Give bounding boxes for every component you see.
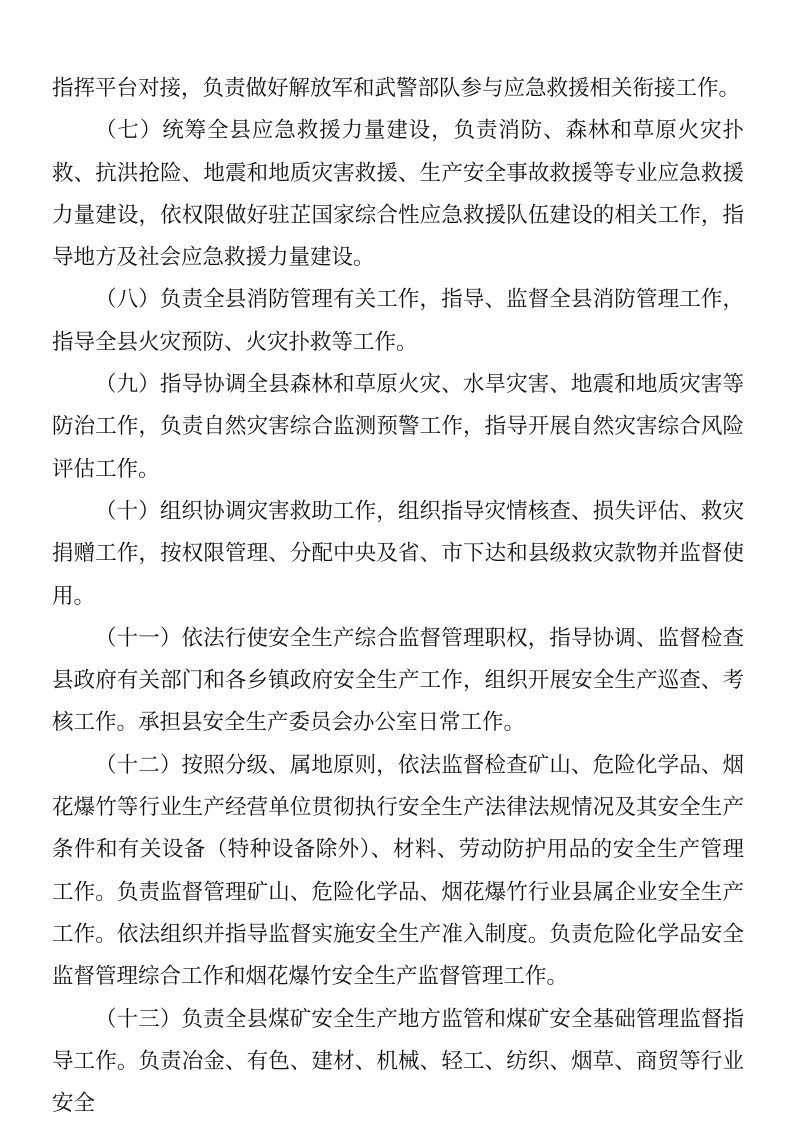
paragraph-item-12: （十二）按照分级、属地原则，依法监督检查矿山、危险化学品、烟花爆竹等行业生产经营单位贯彻执行安全生产法律法规情况及其安全生产条件和有关设备（特种设备除外）、材料、劳动防护用品的安全生产管理工作。负责监督管理矿山、危险化学品、烟花爆竹行业县属企业安全生产工作。依法组织并指导监督实施安全生产准入制度。负责危险化学品安全监督管理综合工作和烟花爆竹安全生产监督管理工作。 — [52, 752, 744, 990]
paragraph-item-9: （九）指导协调全县森林和草原火灾、水旱灾害、地震和地质灾害等防治工作，负责自然灾害综合监测预警工作，指导开展自然灾害综合风险评估工作。 — [52, 372, 744, 482]
paragraph-item-10: （十）组织协调灾害救助工作，组织指导灾情核查、损失评估、救灾捐赠工作，按权限管理、分配中央及省、市下达和县级救灾款物并监督使用。 — [52, 498, 744, 609]
document-body — [52, 68, 744, 1125]
paragraph-item-8: （八）负责全县消防管理有关工作，指导、监督全县消防管理工作，指导全县火灾预防、火灾扑救等工作。 — [52, 287, 744, 355]
paragraph-item-7: （七）统筹全县应急救援力量建设，负责消防、森林和草原火灾扑救、抗洪抢险、地震和地质灾害救援、生产安全事故救援等专业应急救援力量建设，依权限做好驻芷国家综合性应急救援队伍建设的相关工作，指导地方及社会应急救援力量建设。 — [52, 118, 744, 271]
paragraph-continuation: 指挥平台对接，负责做好解放军和武警部队参与应急救援相关衔接工作。 — [52, 76, 741, 101]
paragraph-item-13: （十三）负责全县煤矿安全生产地方监管和煤矿安全基础管理监督指导工作。负责冶金、有色、建材、机械、轻工、纺织、烟草、商贸等行业安全 — [52, 1006, 744, 1117]
paragraph-item-11: （十一）依法行使安全生产综合监督管理职权，指导协调、监督检查县政府有关部门和各乡镇政府安全生产工作，组织开展安全生产巡查、考核工作。承担县安全生产委员会办公室日常工作。 — [52, 625, 744, 736]
